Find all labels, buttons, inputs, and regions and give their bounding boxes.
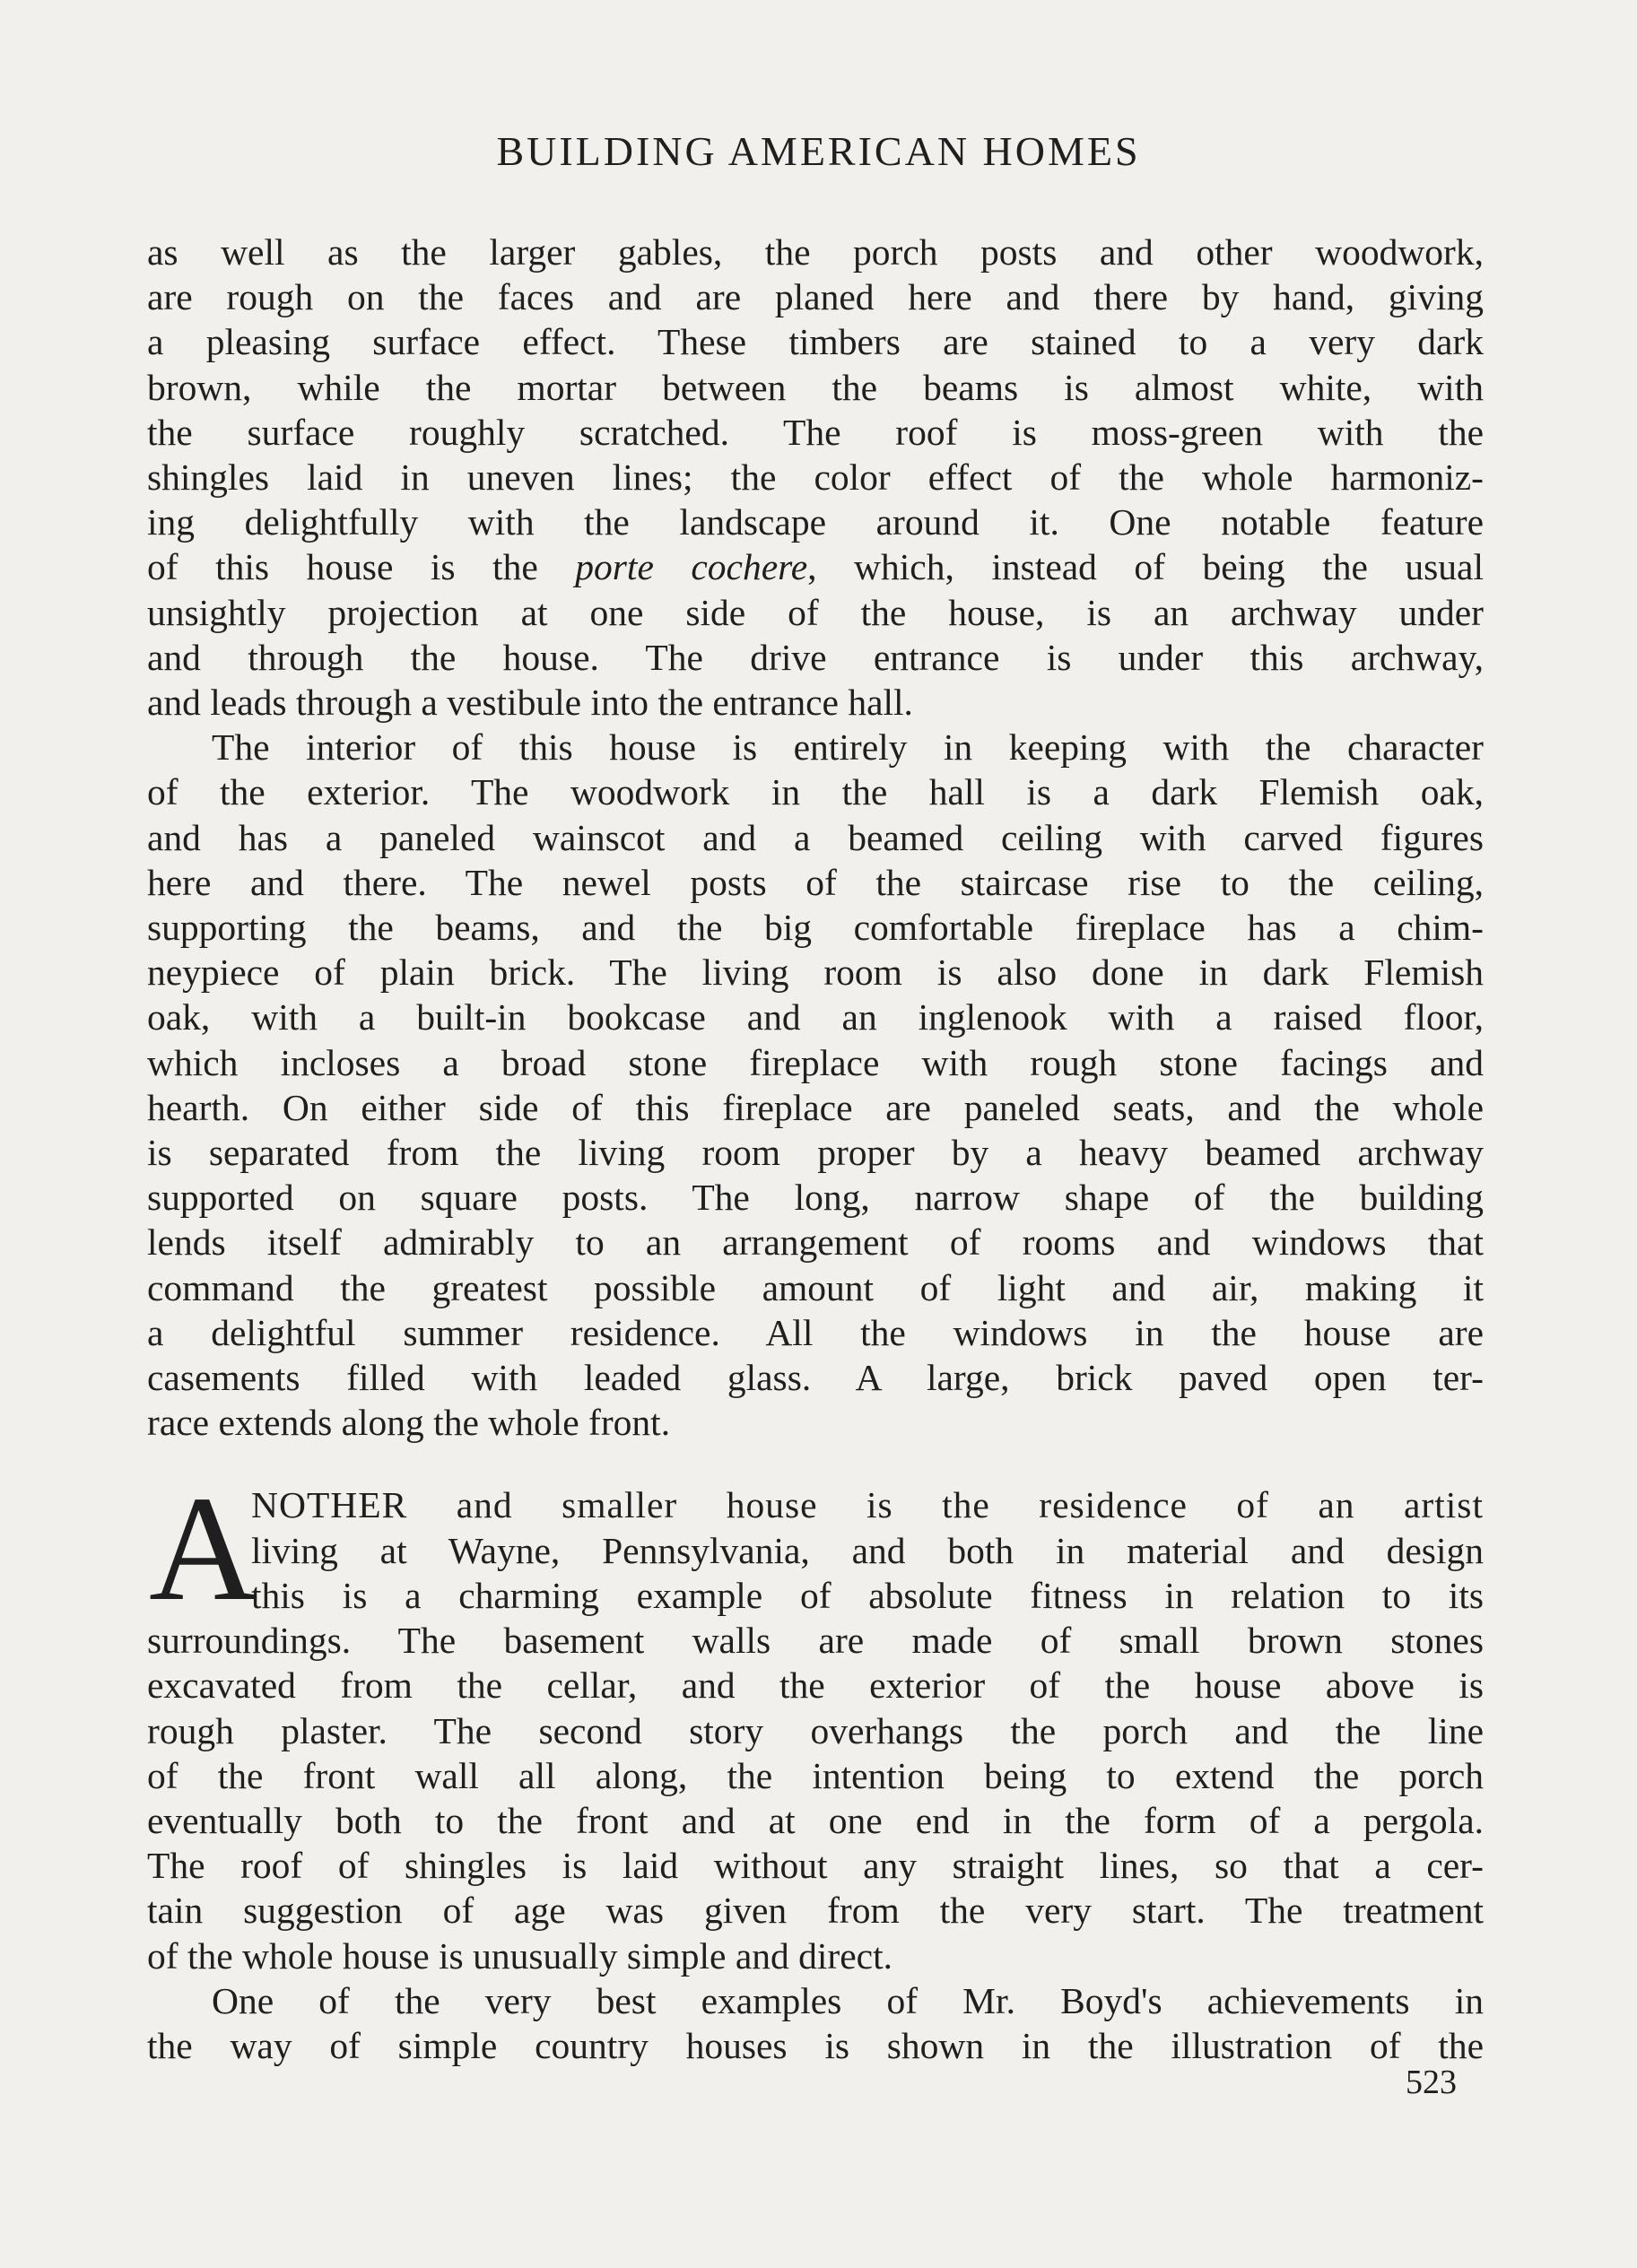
text-line: and has a paneled wainscot and a beamed ceiling with carved figures xyxy=(147,816,1484,858)
text-line: of the whole house is unusually simple and direct. xyxy=(147,1934,893,1977)
text-line: race extends along the whole front. xyxy=(147,1402,671,1444)
text-line: hearth. On either side of this fireplace are paneled seats, and the whole xyxy=(147,1086,1484,1128)
italic-phrase: porte cochere xyxy=(575,546,808,588)
text-line: as well as the larger gables, the porch posts and other woodwork, xyxy=(147,231,1484,273)
running-head: BUILDING AMERICAN HOMES xyxy=(496,128,1141,174)
text-line: tain suggestion of age was given from the very start. The treatment xyxy=(147,1890,1484,1932)
text-line: of the exterior. The woodwork in the hall is a dark Flemish oak, xyxy=(147,771,1484,813)
text-line: One of the very best examples of Mr. Boyd's achievements in xyxy=(212,1979,1484,2021)
text-line: casements filled with leaded glass. A large, brick paved open ter- xyxy=(147,1357,1484,1399)
text-line: of this house is the porte cochere, which, instead of being the usual xyxy=(147,546,1484,588)
text-line: eventually both to the front and at one end in the form of a pergola. xyxy=(147,1799,1484,1841)
text-line: here and there. The newel posts of the staircase rise to the ceiling, xyxy=(147,861,1484,903)
text-line: The roof of shingles is laid without any straight lines, so that a cer- xyxy=(147,1845,1484,1887)
text-line: brown, while the mortar between the beams is almost white, with xyxy=(147,366,1484,408)
text-line: unsightly projection at one side of the house, is an archway under xyxy=(147,591,1484,633)
paragraph-1 xyxy=(147,230,1484,725)
text-line: supporting the beams, and the big comfortable fireplace has a chim- xyxy=(147,907,1484,949)
text-line: ing delightfully with the landscape around it. One notable feature xyxy=(147,501,1484,543)
text-line: lends itself admirably to an arrangement of rooms and windows that xyxy=(147,1221,1484,1264)
text-line: living at Wayne, Pennsylvania, and both in material and design xyxy=(251,1529,1484,1571)
text-line: command the greatest possible amount of light and air, making it xyxy=(147,1266,1484,1308)
page-number: 523 xyxy=(1406,2064,1457,2101)
text-line: supported on square posts. The long, narrow shape of the building xyxy=(147,1177,1484,1219)
text-line: surroundings. The basement walls are made of small brown stones xyxy=(147,1620,1484,1662)
section-gap xyxy=(147,1445,1484,1482)
text-line: are rough on the faces and are planed here and there by hand, giving xyxy=(147,276,1484,318)
paragraph-4 xyxy=(147,1978,1484,2068)
text-line: the surface roughly scratched. The roof is moss-green with the xyxy=(147,411,1484,453)
text-line: and through the house. The drive entrance is under this archway, xyxy=(147,636,1484,678)
text-line: which incloses a broad stone fireplace with rough stone facings and xyxy=(147,1041,1484,1083)
paragraph-3 xyxy=(147,1465,1484,1977)
text-line: this is a charming example of absolute fitness in relation to its xyxy=(251,1574,1484,1616)
text-line: is separated from the living room proper by a heavy beamed archway xyxy=(147,1132,1484,1174)
drop-cap: A xyxy=(149,1465,258,1633)
text-line: rough plaster. The second story overhangs the porch and the line xyxy=(147,1709,1484,1751)
text-line: excavated from the cellar, and the exterior of the house above is xyxy=(147,1664,1484,1707)
paragraph-2 xyxy=(147,725,1484,1445)
text-line: the way of simple country houses is shown in the illustration of the xyxy=(147,2024,1484,2066)
text-line: of the front wall all along, the intention being to extend the porch xyxy=(147,1754,1484,1796)
text-line: NOTHER and smaller house is the residence of an artist xyxy=(251,1484,1484,1526)
text-line: The interior of this house is entirely in keeping with the character xyxy=(212,726,1484,769)
text-line: shingles laid in uneven lines; the color effect of the whole harmoniz- xyxy=(147,456,1484,499)
text-line: a delightful summer residence. All the windows in the house are xyxy=(147,1311,1484,1353)
text-line: a pleasing surface effect. These timbers are stained to a very dark xyxy=(147,321,1484,363)
text-line: neypiece of plain brick. The living room is also done in dark Flemish xyxy=(147,952,1484,994)
text-line: and leads through a vestibule into the entrance hall. xyxy=(147,682,913,724)
text-line: oak, with a built-in bookcase and an inglenook with a raised floor, xyxy=(147,996,1484,1038)
body-text xyxy=(147,230,1484,2068)
